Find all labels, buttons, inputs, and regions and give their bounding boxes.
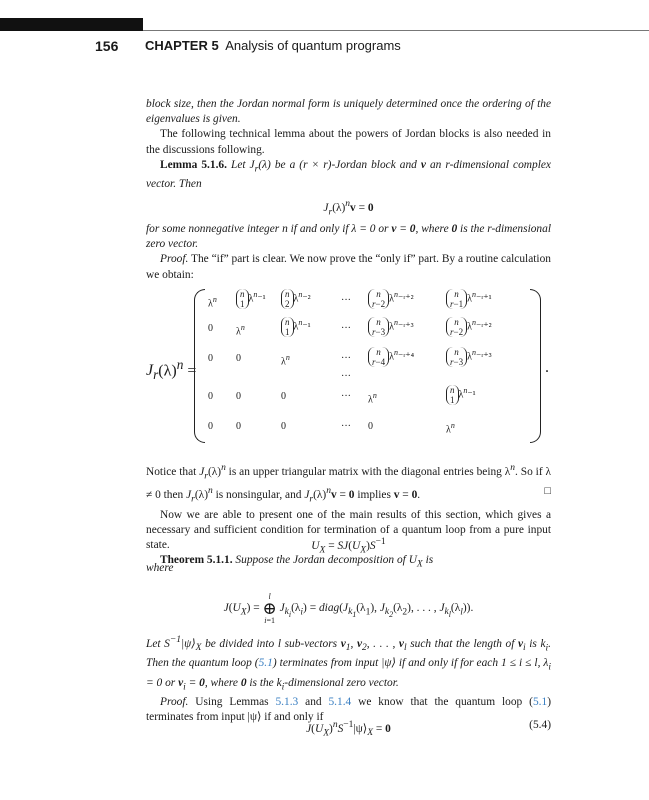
equation-number: (5.4) <box>529 719 551 731</box>
matrix-entry-r3-c5: n r−4 $\lambda^n^-ʳ^{+4}$ <box>368 347 414 367</box>
matrix-entry-r1-c1: $\lambda^n$ <box>208 295 217 310</box>
matrix-entry-r5-c6: $\lambda^n$ <box>446 421 455 436</box>
proof-2: Proof. Using Lemmas 5.1.3 and 5.1.4 we know that the quantum loop (5.1) terminates from input |ψ⟩ if and only if <box>146 696 551 724</box>
matrix-entry-r5-c5: 0 <box>368 421 373 432</box>
matrix-entry-r4-c5: $\lambda^n$ <box>368 391 377 406</box>
matrix-entry-r3-c3: $\lambda^n$ <box>281 353 290 368</box>
proof-1 <box>146 252 551 282</box>
theorem-label: Theorem 5.1.1. <box>160 554 233 567</box>
matrix-entry-r3-c6: n r−3 $\lambda^n^-ʳ^{+3}$ <box>446 347 492 367</box>
matrix-entry-r2-c5: n r−3 $\lambda^n^-ʳ^{+3}$ <box>368 317 414 337</box>
equation-1: $J_r(\lambda)^nv = 0$ <box>323 199 374 218</box>
matrix-entry-r3-c4: ··· <box>341 353 351 364</box>
matrix-entry-r1-c6: n r−1 $\lambda^n^-ʳ^{+1}$ <box>446 289 492 309</box>
proof-1-text: The “if” part is clear. We now prove the “only if” part. By a routine calculation we obtain: <box>146 253 551 281</box>
text-block-top <box>146 97 551 193</box>
matrix-entry-r2-c2: $\lambda^n$ <box>236 323 245 338</box>
matrix-entry-r5-c1: 0 <box>208 421 213 432</box>
paragraph-4: Notice that $J_r(\lambda)^n$ is an upper triangular matrix with the diagonal entries being $\lambda^n$. So if λ ≠ 0 then $J_r(\lambda)^n$ is nonsingular, and $J_r(\lambda)^nv = 0$ implies v = 0. □ <box>146 463 552 505</box>
ref-5-1-b[interactable]: 5.1 <box>532 696 548 709</box>
chapter-label: CHAPTER 5 <box>145 38 219 53</box>
matrix-entry-r2-c1: 0 <box>208 323 213 334</box>
matrix-entry-r1-c2: n 1 $\lambda^n^{-1}$ <box>236 289 266 309</box>
equation-4: $J(U_X)^nS^{-1}|\psi⟩_X = 0$ (5.4) <box>306 719 551 739</box>
matrix-left-bracket <box>194 289 205 443</box>
lemma-statement <box>146 158 551 193</box>
paragraph-5: Now we are able to present one of the main results of this section, which gives a necessary and sufficient condition for termination of a quantum loop from a pure input state. <box>146 508 551 551</box>
matrix-entry-r5-c4: ··· <box>341 421 351 432</box>
text-block-lemma-cond <box>146 222 551 283</box>
matrix-entry-r2-c6: n r−2 $\lambda^n^-ʳ^{+2}$ <box>446 317 492 337</box>
ref-lemma-5-1-3[interactable]: 5.1.3 <box>275 696 299 709</box>
chapter-title: Analysis of quantum programs <box>225 38 401 53</box>
matrix-entry-r4-c4: ··· <box>341 391 351 402</box>
jordan-power-matrix <box>146 285 551 445</box>
proof-2-label: Proof. <box>160 696 189 709</box>
matrix-entry-r1-c5: n r−2 $\lambda^n^-ʳ^{+2}$ <box>368 289 414 309</box>
matrix-entry-r4-c2: 0 <box>236 391 241 402</box>
matrix-entry-r5-c3: 0 <box>281 421 286 432</box>
header-rule <box>143 30 649 31</box>
matrix-entry-r2-c3: n 1 $\lambda^n^{-1}$ <box>281 317 311 337</box>
matrix-right-bracket <box>530 289 541 443</box>
chapter-heading <box>145 38 401 53</box>
proof-1-label: Proof. <box>160 253 189 266</box>
lemma-text: Let $J_r(\lambda)$ be a (r × r)-Jordan block and v an r-dimensional complex vector. Then <box>146 158 551 191</box>
qed-square: □ <box>544 485 551 498</box>
matrix-entry-r4-c6: n 1 $\lambda^n^{-1}$ <box>446 385 476 405</box>
where-label: where <box>146 562 174 574</box>
paragraph-6: Let $S^{-1}|\psi⟩_X$ be divided into l sub-vectors $v_1$, $v_2$, . . . , $v_l$ such that the length of $v_i$ is $k_i$. Then the quantum loop (5.1) terminates from input |ψ⟩ if and only if for each 1 ≤ i ≤ l, $\lambda_i = 0$ or $v_i = 0$, where 0 is the $k_i$-dimensional zero vector. <box>146 635 551 693</box>
paragraph-2: The following technical lemma about the powers of Jordan blocks is also needed in the discussions following. <box>146 128 551 156</box>
matrix-entry-r1-c4: ··· <box>341 295 351 306</box>
header-bar <box>0 18 143 31</box>
ref-lemma-5-1-4[interactable]: 5.1.4 <box>328 696 352 709</box>
lemma-label: Lemma 5.1.6. <box>160 158 227 171</box>
matrix-entry-r3-c2: 0 <box>236 353 241 364</box>
matrix-entry-r3-c1: 0 <box>208 353 213 364</box>
matrix-period: . <box>545 359 549 376</box>
matrix-lhs: $J_r(\lambda)^n$ = <box>146 357 197 383</box>
equation-2: $U_X = SJ(U_X)S^{-1}$ <box>311 537 386 556</box>
page-number: 156 <box>95 38 119 54</box>
theorem-text: Suppose the Jordan decomposition of $U_X$ is <box>235 554 434 570</box>
paragraph-3: for some nonnegative integer n if and only if λ = 0 or v = 0, where 0 is the r-dimensional zero vector. <box>146 223 551 251</box>
matrix-entry-r1-c3: n 2 $\lambda^n^{-2}$ <box>281 289 311 309</box>
equation-3: $J(U_X)$ = l ⊕ i=1 $J_{k_i}(\lambda_i)$ = $diag(J_{k_1}(\lambda_1)$, $J_{k_2}(\lambda_2)$, . . . , $J_{k_l}(\lambda_l)$). <box>223 592 474 625</box>
matrix-entry-r4-c3: 0 <box>281 391 286 402</box>
ref-5-1[interactable]: 5.1 <box>258 657 273 670</box>
matrix-vdots: ··· <box>341 371 351 382</box>
matrix-entry-r2-c4: ··· <box>341 323 351 334</box>
paragraph-1-render: block size, then the Jordan normal form is uniquely determined once the ordering of the eigenvalues is given. <box>146 98 551 126</box>
text-block-bottom <box>146 633 551 726</box>
matrix-entry-r5-c2: 0 <box>236 421 241 432</box>
matrix-entry-r4-c1: 0 <box>208 391 213 402</box>
